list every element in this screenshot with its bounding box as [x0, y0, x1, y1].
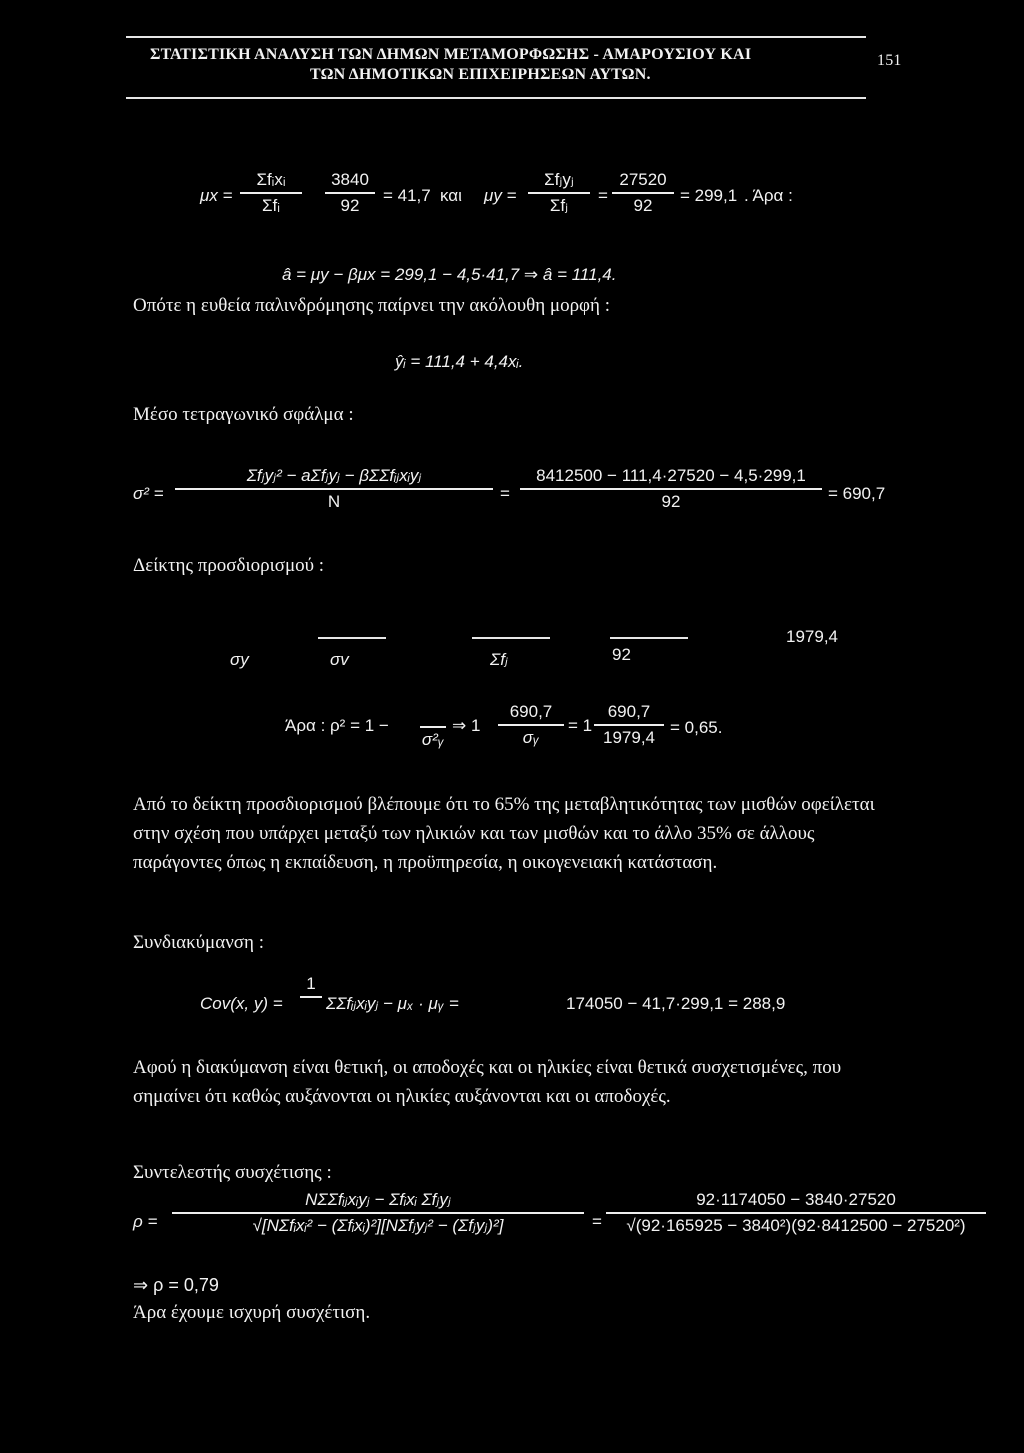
- sigma-value-numerator: 8412500 − 111,4·27520 − 4,5·299,1: [536, 466, 806, 485]
- rho2-eq2: = 1: [568, 716, 593, 735]
- det-sigma-v: σv: [330, 650, 349, 669]
- mean-y-numerator: Σfⱼyⱼ: [544, 170, 574, 189]
- fraction-bar: [528, 192, 590, 194]
- fraction-bar: [520, 488, 822, 490]
- paragraph-covariance: Αφού η διακύμανση είναι θετική, οι αποδοχές και οι ηλικίες είναι θετικά συσχετισμένες, που σημαίνει ότι καθώς αυξάνονται οι ηλικίες αυξάνονται και οι αποδοχές.: [133, 1057, 842, 1107]
- therefore-label: . Άρα :: [744, 186, 793, 205]
- cov-one-over-n: [300, 974, 322, 1020]
- mean-x-denominator: Σfᵢ: [262, 195, 280, 215]
- rho2-frac1-den: σ²ᵧ: [421, 729, 445, 749]
- regression-equation: ŷᵢ = 111,4 + 4,4xᵢ.: [395, 352, 524, 371]
- fraction-bar: [606, 1212, 986, 1214]
- mean-x-label: μx =: [200, 186, 233, 205]
- sigma-formula-denominator: N: [327, 491, 341, 511]
- mean-y-result: = 299,1: [680, 186, 738, 205]
- fraction-bar: [300, 996, 322, 998]
- mean-y-value-fraction: [612, 170, 674, 216]
- sigma-formula-fraction: [175, 466, 493, 512]
- det-n: 92: [612, 645, 631, 664]
- rho2-result: = 0,65.: [670, 718, 723, 737]
- det-sigma-y: σy: [230, 650, 249, 669]
- overline-1: [318, 637, 386, 639]
- correlation-label: Συντελεστής συσχέτισης :: [133, 1162, 332, 1183]
- determination-label: Δείκτης προσδιορισμού :: [133, 555, 325, 576]
- corr-value-numerator: 92·1174050 − 3840·27520: [696, 1190, 896, 1209]
- rho2-frac2: [498, 702, 564, 748]
- rho2-frac2-den: σᵧ: [522, 727, 540, 747]
- corr-formula-fraction: [172, 1190, 584, 1236]
- mean-y-fraction: [528, 170, 590, 216]
- header-bottom-rule: [126, 97, 866, 99]
- sigma-formula-numerator: Σfⱼyⱼ² − aΣfⱼyⱼ − βΣΣfᵢⱼxᵢyⱼ: [246, 466, 422, 485]
- page-header-line1: ΣΤΑΤΙΣΤΙΚΗ ΑΝΑΛΥΣΗ ΤΩΝ ΔΗΜΩΝ ΜΕΤΑΜΟΡΦΩΣΗΣ - ΑΜΑΡΟΥΣΙΟΥ ΚΑΙ: [150, 46, 752, 63]
- corr-value-fraction: [606, 1190, 986, 1236]
- mse-label: Μέσο τετραγωνικό σφάλμα :: [133, 404, 354, 425]
- sigma-result: = 690,7: [828, 484, 886, 503]
- overline-3: [610, 637, 688, 639]
- mean-y-equals: =: [598, 186, 608, 205]
- cov-one: 1: [306, 974, 316, 993]
- rho2-frac2-num: 690,7: [509, 702, 553, 721]
- sigma-equals: =: [500, 484, 510, 503]
- sigma-value-denominator: 92: [661, 491, 681, 511]
- mean-y-num-value: 27520: [619, 170, 667, 189]
- mean-x-fraction: [240, 170, 302, 216]
- header-top-rule: [126, 36, 866, 38]
- mean-y-label: μy =: [484, 186, 517, 205]
- mean-x-numerator: Σfᵢxᵢ: [256, 170, 286, 189]
- rho2-prefix: Άρα : ρ² = 1 −: [285, 716, 389, 735]
- fraction-bar: [612, 192, 674, 194]
- and-word: και: [440, 186, 462, 205]
- fraction-bar: [498, 724, 564, 726]
- page-number: 151: [877, 52, 902, 69]
- mean-x-num-value: 3840: [331, 170, 369, 189]
- corr-lhs: ρ =: [133, 1212, 158, 1231]
- cov-lhs: Cov(x, y) =: [200, 994, 283, 1013]
- rho2-frac1: [420, 704, 446, 750]
- paragraph-determination: Από το δείκτη προσδιορισμού βλέπουμε ότι το 65% της μεταβλητικότητας των μισθών οφείλεται στην σχέση που υπάρχει μεταξύ των ηλικιών και των μισθών και το άλλο 35% σε άλλους παράγοντες όπως η εκπαίδευση, η προϋπηρεσία, η οικογενειακή κατάσταση.: [133, 794, 875, 873]
- fraction-bar: [172, 1212, 584, 1214]
- conclusion-text: Άρα έχουμε ισχυρή συσχέτιση.: [133, 1302, 371, 1323]
- fraction-bar: [420, 726, 446, 728]
- corr-value-denominator: √(92·165925 − 3840²)(92·8412500 − 27520²): [626, 1215, 966, 1235]
- covariance-label: Συνδιακύμανση :: [133, 932, 264, 953]
- rho2-frac3-den: 1979,4: [603, 727, 655, 747]
- det-sum-f: Σfⱼ: [490, 650, 508, 669]
- fraction-bar: [240, 192, 302, 194]
- mean-x-result: = 41,7: [383, 186, 431, 205]
- overline-2: [472, 637, 550, 639]
- mean-x-den-value: 92: [340, 195, 360, 215]
- corr-formula-numerator: NΣΣfᵢⱼxᵢyⱼ − Σfᵢxᵢ Σfⱼyⱼ: [305, 1190, 451, 1209]
- det-value: 1979,4: [786, 627, 838, 646]
- sigma-value-fraction: [520, 466, 822, 512]
- mean-y-denominator: Σfⱼ: [549, 195, 569, 215]
- fraction-bar: [325, 192, 375, 194]
- rho2-frac3-num: 690,7: [607, 702, 651, 721]
- fraction-bar: [175, 488, 493, 490]
- alpha-equation: â = μy − βμx = 299,1 − 4,5·41,7 ⇒ â = 111,4.: [282, 265, 617, 284]
- mean-x-value-fraction: [325, 170, 375, 216]
- mean-y-den-value: 92: [633, 195, 653, 215]
- fraction-bar: [594, 724, 664, 726]
- sigma-lhs: σ² =: [133, 484, 164, 503]
- corr-equals: =: [592, 1212, 602, 1231]
- page-header-line2: ΤΩΝ ΔΗΜΟΤΙΚΩΝ ΕΠΙΧΕΙΡΗΣΕΩΝ ΑΥΤΩΝ.: [310, 66, 651, 83]
- corr-formula-denominator: √[NΣfᵢxᵢ² − (Σfᵢxᵢ)²][NΣfⱼyⱼ² − (Σfⱼyⱼ)²]: [252, 1215, 504, 1235]
- cov-calculation: 174050 − 41,7·299,1 = 288,9: [566, 994, 786, 1013]
- rho-result: ⇒ ρ = 0,79: [133, 1275, 219, 1295]
- regression-intro-text: Οπότε η ευθεία παλινδρόμησης παίρνει την ακόλουθη μορφή :: [133, 295, 610, 316]
- cov-rest: ΣΣfᵢⱼxᵢyⱼ − μₓ · μᵧ =: [326, 994, 459, 1013]
- rho2-arrow: ⇒ 1: [452, 716, 481, 735]
- rho2-frac3: [594, 702, 664, 748]
